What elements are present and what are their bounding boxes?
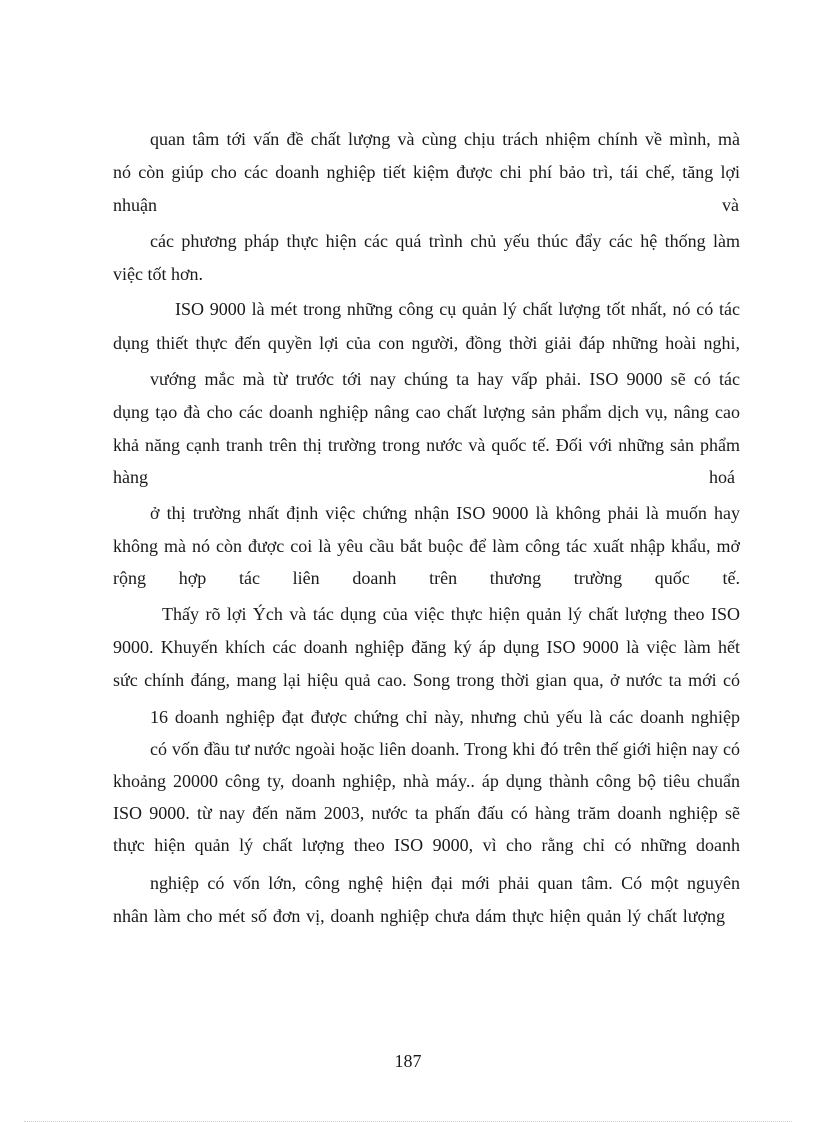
page-bottom-divider: [24, 1121, 792, 1122]
text-line: ở thị trường nhất định việc chứng nhận ISO 9000 là không phải là muốn hay: [150, 503, 740, 523]
text-line: khoảng 20000 công ty, doanh nghiệp, nhà máy.. áp dụng thành công bộ tiêu chuẩn: [113, 771, 740, 791]
text-line: và: [722, 195, 739, 215]
text-line: nhuận: [113, 195, 157, 215]
text-line: vướng mắc mà từ trước tới nay chúng ta hay vấp phải. ISO 9000 sẽ có tác: [150, 369, 740, 389]
text-line: nghiệp có vốn lớn, công nghệ hiện đại mới phải quan tâm. Có một nguyên: [150, 873, 740, 893]
text-line: không mà nó còn được coi là yêu cầu bắt buộc để làm công tác xuất nhập khẩu, mở: [113, 536, 740, 556]
text-line: nhân làm cho mét số đơn vị, doanh nghiệp chưa dám thực hiện quản lý chất lượng: [113, 906, 725, 926]
text-line: dụng thiết thực đến quyền lợi của con người, đồng thời giải đáp những hoài nghi,: [113, 333, 740, 353]
text-line: hàng: [113, 467, 148, 487]
text-line: 16 doanh nghiệp đạt được chứng chỉ này, nhưng chủ yếu là các doanh nghiệp: [150, 707, 740, 727]
text-line: có vốn đầu tư nước ngoài hoặc liên doanh. Trong khi đó trên thế giới hiện nay có: [150, 739, 740, 759]
text-line: các phương pháp thực hiện các quá trình chủ yếu thúc đẩy các hệ thống làm: [150, 231, 740, 251]
text-line: sức chính đáng, mang lại hiệu quả cao. Song trong thời gian qua, ở nước ta mới có: [113, 670, 740, 690]
text-line: 9000. Khuyến khích các doanh nghiệp đăng ký áp dụng ISO 9000 là việc làm hết: [113, 637, 740, 657]
text-line: rộng hợp tác liên doanh trên thương trường quốc tế.: [113, 568, 740, 588]
page-number: 187: [394, 1051, 422, 1071]
text-line: việc tốt hơn.: [113, 264, 203, 284]
text-line: Thấy rõ lợi Ých và tác dụng của việc thực hiện quản lý chất lượng theo ISO: [162, 604, 740, 624]
text-line: ISO 9000 là mét trong những công cụ quản lý chất lượng tốt nhất, nó có tác: [175, 299, 740, 319]
text-line: ISO 9000. từ nay đến năm 2003, nước ta phấn đấu có hàng trăm doanh nghiệp sẽ: [113, 803, 740, 823]
text-line: quan tâm tới vấn đề chất lượng và cùng chịu trách nhiệm chính về mình, mà: [150, 129, 740, 149]
text-line: hoá: [709, 467, 735, 487]
text-line: thực hiện quản lý chất lượng theo ISO 9000, vì cho rằng chỉ có những doanh: [113, 835, 740, 855]
text-line: nó còn giúp cho các doanh nghiệp tiết kiệm được chi phí bảo trì, tái chế, tăng lợi: [113, 162, 740, 182]
text-line: khả năng cạnh tranh trên thị trường trong nước và quốc tế. Đối với những sản phẩm: [113, 435, 740, 455]
text-line: dụng tạo đà cho các doanh nghiệp nâng cao chất lượng sản phẩm dịch vụ, nâng cao: [113, 402, 740, 422]
